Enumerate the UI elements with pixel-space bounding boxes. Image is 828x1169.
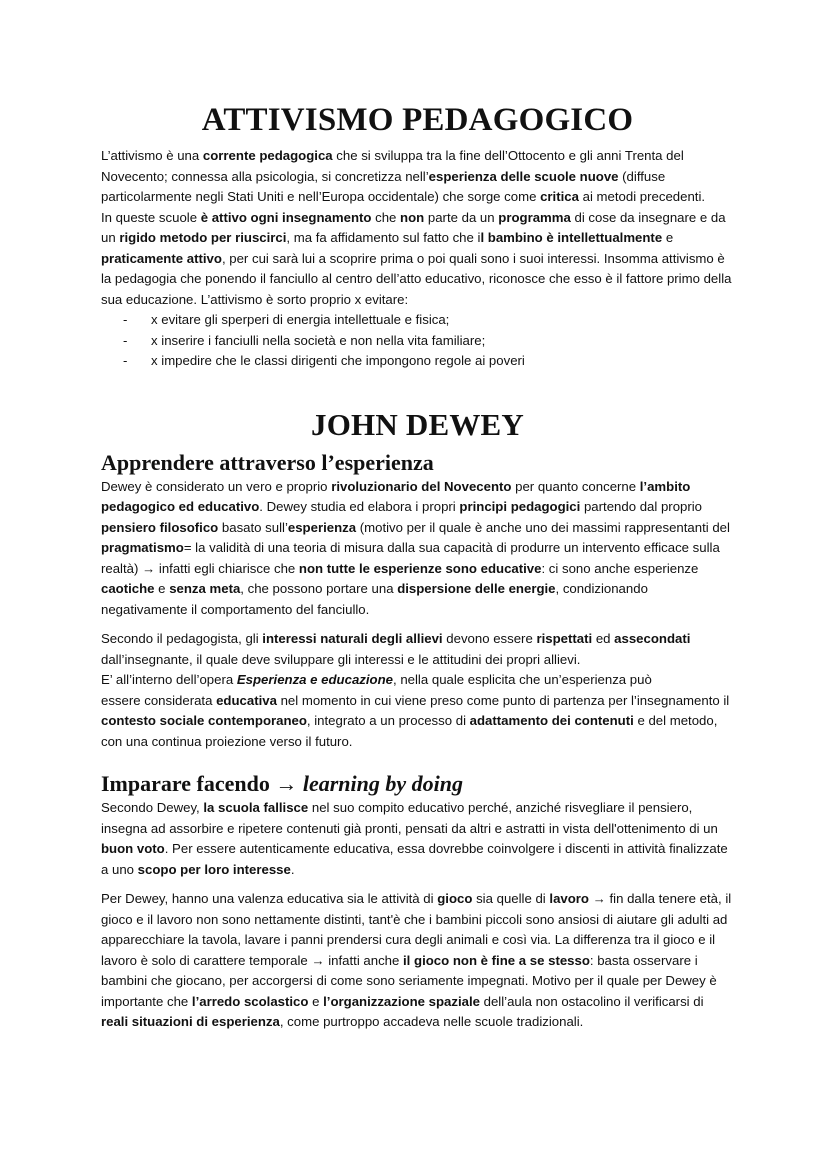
imparare-paragraph-1: Secondo Dewey, la scuola fallisce nel suo compito educativo perché, anziché risvegliare il pensiero, insegna ad assorbire e ripetere contenuti già pronti, pensati da altri e astratti in vista dell'ottenimento di un buon voto. Per essere autenticamente educativa, essa dovrebbe coinvolgere i discenti in attività finalizzate a uno scopo per loro interesse. <box>101 800 728 877</box>
attivismo-bullet-list <box>101 310 734 372</box>
heading-imparare-facendo: Imparare facendo → learning by doing <box>101 771 463 796</box>
list-item: - x inserire i fanciulli nella società e non nella vita familiare; <box>123 331 734 352</box>
list-item: - x evitare gli sperperi di energia intellettuale e fisica; <box>123 310 734 331</box>
dash-bullet-icon: - <box>123 312 128 327</box>
page-title-attivismo: ATTIVISMO PEDAGOGICO <box>201 102 634 138</box>
heading-apprendere: Apprendere attraverso l’esperienza <box>101 449 434 475</box>
apprendere-paragraph-1: Dewey è considerato un vero e proprio rivoluzionario del Novecento per quanto concerne l’ambito pedagogico ed educativo. Dewey studia ed elabora i propri principi pedagogici partendo dal proprio pensiero filosofico basato sull’esperienza (motivo per il quale è anche uno dei massimi rappresentanti del pragmatismo= la validità di una teoria di misura dalla sua capacità di produrre un intervento efficace sulla realtà) → infatti egli chiarisce che non tutte le esperienze sono educative: ci sono anche esperienze caotiche e senza meta, che possono portare una dispersione delle energie, condizionando negativamente il comportamento del fanciullo. <box>101 478 730 617</box>
page-title-dewey: JOHN DEWEY <box>311 406 524 442</box>
apprendere-paragraph-2: Secondo il pedagogista, gli interessi naturali degli allievi devono essere rispettati ed assecondati dall’insegnante, il quale deve sviluppare gli interessi e le attitudini dei propri allievi. E’ all’interno dell’opera Esperienza e educazione, nella quale esplicita che un’esperienza può essere considerata educativa nel momento in cui viene preso come punto di partenza per l’insegnamento il contesto sociale contemporaneo, integrato a un processo di adattamento dei contenuti e del metodo, con una continua proiezione verso il futuro. <box>101 631 730 749</box>
heading-italic: learning by doing <box>302 771 463 796</box>
dash-bullet-icon: - <box>123 353 128 368</box>
dash-bullet-icon: - <box>123 332 128 348</box>
attivismo-paragraph: L’attivismo è una corrente pedagogica che si sviluppa tra la fine dell’Ottocento e gli anni Trenta del Novecento; connessa alla psicologia, si concretizza nell’esperienza delle scuole nuove (diffuse particolarmente negli Stati Uniti e nell’Europa occidentale) che sorge come critica ai metodi precedenti. In queste scuole è attivo ogni insegnamento che non parte da un programma di cose da insegnare e da un rigido metodo per riuscirci, ma fa affidamento sul fatto che il bambino è intellettualmente e praticamente attivo, per cui sarà lui a scoprire prima o poi quali sono i suoi interessi. Insomma attivismo è la pedagogia che ponendo il fanciullo al centro dell’atto educativo, riconosce che esso è il fattore primo della sua educazione. L’attivismo è sorto proprio x evitare: <box>101 148 732 307</box>
imparare-paragraph-2: Per Dewey, hanno una valenza educativa sia le attività di gioco sia quelle di lavoro → fin dalla tenere età, il gioco e il lavoro non sono nettamente distinti, tant'è che i bambini piccoli sono ansiosi di aiutare gli adulti ad apparecchiare la tavola, lavare i panni prendersi cura degli animali e così via. La differenza tra il gioco e il lavoro è solo di carattere temporale → infatti anche il gioco non è fine a se stesso: basta osservare i bambini che giocano, per accorgersi di come sono seriamente impegnati. Motivo per il quale per Dewey è importante che l’arredo scolastico e l’organizzazione spaziale dell’aula non ostacolino il verificarsi di reali situazioni di esperienza, come purtroppo accadeva nelle scuole tradizionali. <box>101 891 732 1029</box>
list-item: - x impedire che le classi dirigenti che impongono regole ai poveri <box>123 351 734 372</box>
